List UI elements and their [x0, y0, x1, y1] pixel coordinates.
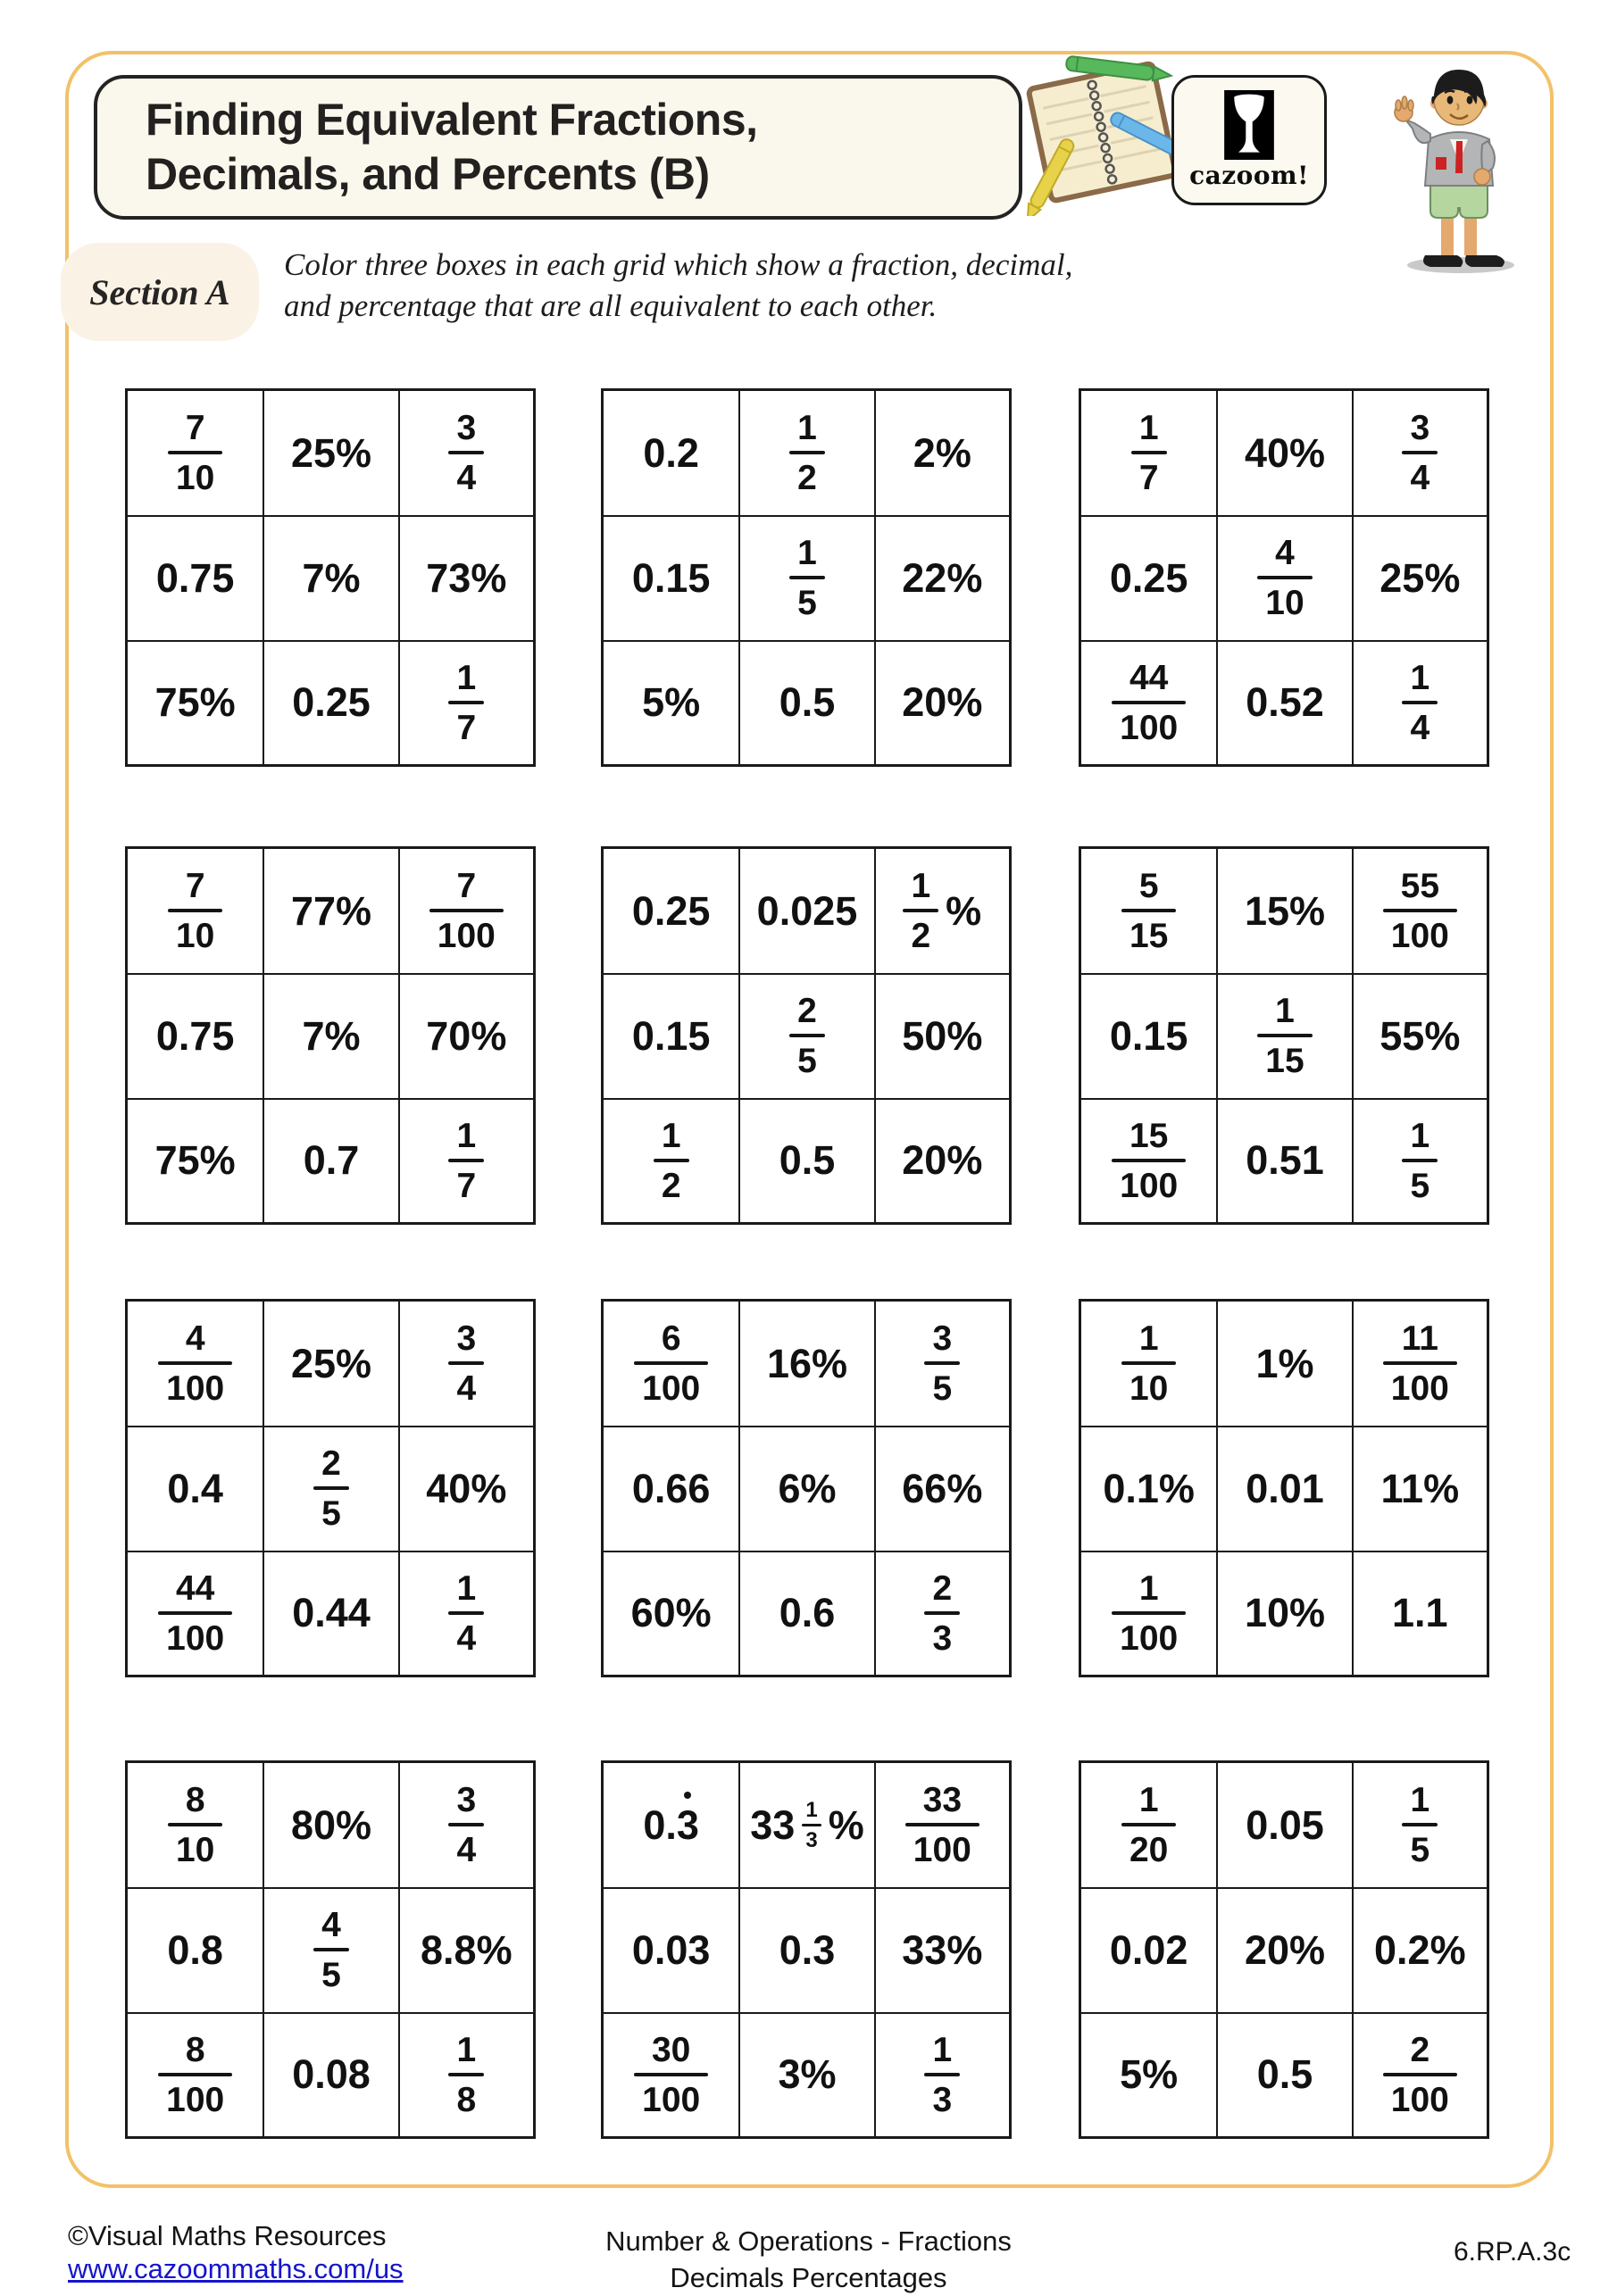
- cell-value: 40%: [1244, 429, 1326, 476]
- grid-11-cell-9[interactable]: [874, 2012, 1009, 2136]
- cell-value: 0.7: [303, 1137, 360, 1184]
- grid-12-cell-6[interactable]: [1352, 1887, 1487, 2011]
- grid-10-cell-6[interactable]: [398, 1887, 533, 2011]
- grid-10-cell-1[interactable]: [128, 1763, 263, 1887]
- grid-3-cell-8[interactable]: [1216, 640, 1351, 764]
- equivalence-grid-11: [601, 1760, 1012, 2139]
- fraction-value: 11 100: [1383, 1321, 1457, 1406]
- grid-1-cell-4[interactable]: [128, 515, 263, 639]
- grid-8-cell-4[interactable]: [604, 1426, 738, 1550]
- cell-value: 1%: [1255, 1340, 1314, 1386]
- grid-8-cell-3[interactable]: [874, 1302, 1009, 1426]
- equivalence-grid-7: [125, 1299, 536, 1677]
- grid-4-cell-9[interactable]: [398, 1098, 533, 1222]
- cell-value: 0.25: [292, 679, 371, 726]
- grid-11-cell-2[interactable]: [738, 1763, 873, 1887]
- equivalence-grid-5: [601, 846, 1012, 1225]
- grid-7-cell-8[interactable]: [263, 1551, 397, 1675]
- fraction-value: 55 100: [1383, 869, 1457, 953]
- cell-value: 7%: [302, 554, 361, 601]
- grid-12-cell-5[interactable]: [1216, 1887, 1351, 2011]
- grid-1-cell-5[interactable]: [263, 515, 397, 639]
- fraction-value: 5 15: [1121, 869, 1176, 953]
- cell-value: 0.75: [155, 554, 235, 601]
- grid-9-cell-6[interactable]: [1352, 1426, 1487, 1550]
- cell-value: 20%: [902, 679, 983, 726]
- grid-9-cell-9[interactable]: [1352, 1551, 1487, 1675]
- grid-6-cell-3[interactable]: [1352, 849, 1487, 973]
- fraction-value: 4 5: [313, 1908, 349, 1992]
- grid-10-cell-7[interactable]: [128, 2012, 263, 2136]
- grid-3-cell-7[interactable]: [1081, 640, 1216, 764]
- cell-value: 25%: [1379, 554, 1461, 601]
- recurring-decimal-value: 0.3: [643, 1801, 699, 1848]
- grid-5-cell-2[interactable]: [738, 849, 873, 973]
- cell-value: 0.5: [1256, 2051, 1313, 2098]
- grid-9-cell-4[interactable]: [1081, 1426, 1216, 1550]
- cell-value: 0.75: [155, 1012, 235, 1059]
- grid-12-cell-7[interactable]: [1081, 2012, 1216, 2136]
- cell-value: 2%: [913, 429, 971, 476]
- grid-11-cell-5[interactable]: [738, 1887, 873, 2011]
- grid-9-cell-7[interactable]: [1081, 1551, 1216, 1675]
- cell-value: 0.5: [779, 679, 836, 726]
- cell-value: 20%: [1244, 1926, 1326, 1973]
- instructions-line-2: and percentage that are all equivalent to each other.: [284, 288, 938, 323]
- section-badge: [61, 243, 259, 341]
- fraction-value: 8 10: [168, 1783, 222, 1868]
- fraction-value: 8 100: [158, 2033, 232, 2117]
- grid-10-cell-3[interactable]: [398, 1763, 533, 1887]
- footer-topic-line-1: Number & Operations - Fractions: [605, 2225, 1012, 2257]
- grid-8-cell-7[interactable]: [604, 1551, 738, 1675]
- grid-5-cell-4[interactable]: [604, 973, 738, 1097]
- grid-6-cell-6[interactable]: [1352, 973, 1487, 1097]
- cell-value: 0.02: [1109, 1926, 1188, 1973]
- grid-2-cell-9[interactable]: [874, 640, 1009, 764]
- cell-value: 3%: [778, 2051, 837, 2098]
- grid-12-cell-4[interactable]: [1081, 1887, 1216, 2011]
- page-title-line-1: Finding Equivalent Fractions,: [146, 95, 758, 145]
- grid-4-cell-3[interactable]: [398, 849, 533, 973]
- grid-2-cell-1[interactable]: [604, 391, 738, 515]
- fraction-percent-value: 1 2 %: [903, 869, 981, 953]
- cell-value: 0.15: [631, 1012, 711, 1059]
- cell-value: 0.15: [1109, 1012, 1188, 1059]
- grid-8-cell-6[interactable]: [874, 1426, 1009, 1550]
- grid-3-cell-6[interactable]: [1352, 515, 1487, 639]
- grid-6-cell-5[interactable]: [1216, 973, 1351, 1097]
- fraction-value: 3 4: [448, 411, 484, 495]
- grid-6-cell-8[interactable]: [1216, 1098, 1351, 1222]
- grid-8-cell-5[interactable]: [738, 1426, 873, 1550]
- fraction-value: 1 100: [1112, 1571, 1186, 1656]
- fraction-value: 44 100: [1112, 661, 1186, 745]
- instructions: [284, 245, 1072, 327]
- grid-7-cell-1[interactable]: [128, 1302, 263, 1426]
- fraction-value: 4 10: [1257, 536, 1312, 620]
- fraction-value: 30 100: [634, 2033, 708, 2117]
- cell-value: 16%: [766, 1340, 848, 1386]
- cell-value: 0.3: [779, 1926, 836, 1973]
- cell-value: 55%: [1379, 1012, 1461, 1059]
- grid-2-cell-3[interactable]: [874, 391, 1009, 515]
- fraction-value: 1 3: [924, 2033, 960, 2117]
- grid-9-cell-2[interactable]: [1216, 1302, 1351, 1426]
- grid-12-cell-2[interactable]: [1216, 1763, 1351, 1887]
- fraction-value: 44 100: [158, 1571, 232, 1656]
- cell-value: 0.5: [779, 1137, 836, 1184]
- grid-11-cell-6[interactable]: [874, 1887, 1009, 2011]
- grid-5-cell-5[interactable]: [738, 973, 873, 1097]
- grid-2-cell-2[interactable]: [738, 391, 873, 515]
- cell-value: 20%: [902, 1137, 983, 1184]
- fraction-value: 1 7: [1131, 411, 1167, 495]
- fraction-value: 3 4: [448, 1783, 484, 1868]
- cell-value: 5%: [642, 679, 701, 726]
- grid-7-cell-6[interactable]: [398, 1426, 533, 1550]
- cell-value: 0.51: [1246, 1137, 1324, 1184]
- grid-1-cell-6[interactable]: [398, 515, 533, 639]
- cell-value: 75%: [154, 1137, 236, 1184]
- cell-value: 60%: [630, 1590, 712, 1636]
- cell-value: 15%: [1244, 887, 1326, 934]
- equivalence-grid-6: [1079, 846, 1489, 1225]
- fraction-value: 1 20: [1121, 1783, 1176, 1868]
- grid-4-cell-4[interactable]: [128, 973, 263, 1097]
- grid-3-cell-2[interactable]: [1216, 391, 1351, 515]
- grid-10-cell-4[interactable]: [128, 1887, 263, 2011]
- fraction-value: 1 7: [448, 1119, 484, 1203]
- cell-value: 0.44: [292, 1590, 371, 1636]
- fraction-value: 1 3: [802, 1800, 821, 1851]
- cell-value: 5%: [1120, 2051, 1179, 2098]
- standard-code: 6.RP.A.3c: [1454, 2237, 1571, 2267]
- grid-3-cell-9[interactable]: [1352, 640, 1487, 764]
- copyright-text: ©Visual Maths Resources: [68, 2220, 387, 2251]
- boy-cartoon-icon: [1382, 54, 1527, 275]
- grid-3-cell-5[interactable]: [1216, 515, 1351, 639]
- cell-value: 40%: [426, 1465, 507, 1511]
- fraction-value: 3 5: [924, 1321, 960, 1406]
- cell-value: 0.03: [631, 1926, 711, 1973]
- grid-12-cell-3[interactable]: [1352, 1763, 1487, 1887]
- cell-value: 73%: [426, 554, 507, 601]
- equivalence-grid-4: [125, 846, 536, 1225]
- grid-2-cell-6[interactable]: [874, 515, 1009, 639]
- fraction-value: 3 4: [1402, 411, 1438, 495]
- grid-10-cell-2[interactable]: [263, 1763, 397, 1887]
- cell-value: 25%: [290, 429, 372, 476]
- cazoom-logo-badge: [1171, 75, 1327, 205]
- fraction-value: 1 2: [789, 411, 825, 495]
- grid-11-cell-3[interactable]: [874, 1763, 1009, 1887]
- cell-value: 0.8: [167, 1926, 223, 1973]
- cell-value: 0.2%: [1374, 1926, 1466, 1973]
- grid-4-cell-2[interactable]: [263, 849, 397, 973]
- instructions-line-1: Color three boxes in each grid which show a fraction, decimal,: [284, 247, 1073, 282]
- grid-1-cell-9[interactable]: [398, 640, 533, 764]
- grid-8-cell-9[interactable]: [874, 1551, 1009, 1675]
- grid-5-cell-7[interactable]: [604, 1098, 738, 1222]
- cell-value: 6%: [778, 1465, 837, 1511]
- mixed-number-percent-value: 33 1 3 %: [750, 1797, 864, 1852]
- page-title-line-2: Decimals, and Percents (B): [146, 149, 710, 199]
- grid-7-cell-9[interactable]: [398, 1551, 533, 1675]
- fraction-value: 1 8: [448, 2033, 484, 2117]
- grid-5-cell-3[interactable]: [874, 849, 1009, 973]
- cell-value: 70%: [426, 1012, 507, 1059]
- grid-10-cell-5[interactable]: [263, 1887, 397, 2011]
- cell-value: 0.52: [1246, 679, 1324, 726]
- grid-3-cell-3[interactable]: [1352, 391, 1487, 515]
- cell-value: 0.05: [1246, 1801, 1324, 1848]
- grid-4-cell-8[interactable]: [263, 1098, 397, 1222]
- fraction-value: 1 10: [1121, 1321, 1176, 1406]
- cell-value: 0.66: [631, 1465, 711, 1511]
- grid-4-cell-6[interactable]: [398, 973, 533, 1097]
- grid-1-cell-8[interactable]: [263, 640, 397, 764]
- cell-value: 8.8%: [421, 1926, 513, 1973]
- fraction-value: 1 5: [1402, 1119, 1438, 1203]
- fraction-value: 1 7: [448, 661, 484, 745]
- fraction-value: 7 100: [429, 869, 504, 953]
- grid-8-cell-2[interactable]: [738, 1302, 873, 1426]
- fraction-value: 1 2: [903, 869, 938, 953]
- grid-6-cell-7[interactable]: [1081, 1098, 1216, 1222]
- fraction-value: 4 100: [158, 1321, 232, 1406]
- grid-11-cell-1[interactable]: [604, 1763, 738, 1887]
- cell-value: 33%: [902, 1926, 983, 1973]
- grid-5-cell-9[interactable]: [874, 1098, 1009, 1222]
- fraction-value: 2 5: [789, 994, 825, 1078]
- equivalence-grid-2: [601, 388, 1012, 767]
- grid-9-cell-3[interactable]: [1352, 1302, 1487, 1426]
- grid-3-cell-4[interactable]: [1081, 515, 1216, 639]
- cell-value: 0.15: [631, 554, 711, 601]
- grid-2-cell-8[interactable]: [738, 640, 873, 764]
- grid-5-cell-6[interactable]: [874, 973, 1009, 1097]
- grid-11-cell-7[interactable]: [604, 2012, 738, 2136]
- cell-value: 0.08: [292, 2051, 371, 2098]
- fraction-value: 33 100: [905, 1783, 979, 1868]
- cell-value: 10%: [1244, 1590, 1326, 1636]
- cell-value: 0.25: [1109, 554, 1188, 601]
- cell-value: 77%: [290, 887, 372, 934]
- grid-7-cell-4[interactable]: [128, 1426, 263, 1550]
- grid-9-cell-5[interactable]: [1216, 1426, 1351, 1550]
- website-link[interactable]: www.cazoommaths.com/us: [68, 2253, 404, 2284]
- fraction-value: 7 10: [168, 869, 222, 953]
- cell-value: 66%: [902, 1465, 983, 1511]
- grid-5-cell-1[interactable]: [604, 849, 738, 973]
- grid-7-cell-5[interactable]: [263, 1426, 397, 1550]
- grid-4-cell-5[interactable]: [263, 973, 397, 1097]
- equivalence-grid-3: [1079, 388, 1489, 767]
- grid-8-cell-1[interactable]: [604, 1302, 738, 1426]
- grid-10-cell-8[interactable]: [263, 2012, 397, 2136]
- grid-5-cell-8[interactable]: [738, 1098, 873, 1222]
- grid-1-cell-7[interactable]: [128, 640, 263, 764]
- cell-value: 75%: [154, 679, 236, 726]
- footer-topic-line-2: Decimals Percentages: [670, 2262, 947, 2293]
- cell-value: 0.01: [1246, 1465, 1324, 1511]
- equivalence-grid-9: [1079, 1299, 1489, 1677]
- fraction-value: 1 15: [1257, 994, 1312, 1078]
- fraction-value: 6 100: [634, 1321, 708, 1406]
- grid-9-cell-1[interactable]: [1081, 1302, 1216, 1426]
- cell-value: 0.025: [756, 887, 858, 934]
- cell-value: 1.1: [1392, 1590, 1448, 1636]
- grid-6-cell-9[interactable]: [1352, 1098, 1487, 1222]
- grid-2-cell-4[interactable]: [604, 515, 738, 639]
- fraction-value: 2 5: [313, 1446, 349, 1531]
- grid-1-cell-3[interactable]: [398, 391, 533, 515]
- equivalence-grid-12: [1079, 1760, 1489, 2139]
- title-box: [94, 75, 1022, 220]
- grid-9-cell-8[interactable]: [1216, 1551, 1351, 1675]
- grid-6-cell-1[interactable]: [1081, 849, 1216, 973]
- cell-value: 25%: [290, 1340, 372, 1386]
- equivalence-grid-10: [125, 1760, 536, 2139]
- grid-3-cell-1[interactable]: [1081, 391, 1216, 515]
- grid-1-cell-2[interactable]: [263, 391, 397, 515]
- cell-value: 0.6: [779, 1590, 836, 1636]
- notebook-crayons-icon: [1014, 50, 1191, 216]
- grid-2-cell-7[interactable]: [604, 640, 738, 764]
- fraction-value: 1 4: [1402, 661, 1438, 745]
- fraction-value: 1 5: [789, 536, 825, 620]
- cell-value: 0.2: [643, 429, 699, 476]
- grid-7-cell-3[interactable]: [398, 1302, 533, 1426]
- equivalence-grid-8: [601, 1299, 1012, 1677]
- cell-value: 0.25: [631, 887, 711, 934]
- section-label: Section A: [89, 271, 230, 312]
- cell-value: 22%: [902, 554, 983, 601]
- grid-12-cell-8[interactable]: [1216, 2012, 1351, 2136]
- grid-11-cell-4[interactable]: [604, 1887, 738, 2011]
- equivalence-grid-1: [125, 388, 536, 767]
- cell-value: 0.4: [167, 1465, 223, 1511]
- grid-4-cell-7[interactable]: [128, 1098, 263, 1222]
- grid-11-cell-8[interactable]: [738, 2012, 873, 2136]
- grid-6-cell-2[interactable]: [1216, 849, 1351, 973]
- fraction-value: 2 100: [1383, 2033, 1457, 2117]
- grid-8-cell-8[interactable]: [738, 1551, 873, 1675]
- fraction-value: 3 4: [448, 1321, 484, 1406]
- cell-value: 0.1%: [1103, 1465, 1195, 1511]
- cell-value: 11%: [1380, 1465, 1460, 1511]
- grid-10-cell-9[interactable]: [398, 2012, 533, 2136]
- cell-value: 50%: [902, 1012, 983, 1059]
- grid-4-cell-1[interactable]: [128, 849, 263, 973]
- fraction-value: 15 100: [1112, 1119, 1186, 1203]
- grid-12-cell-1[interactable]: [1081, 1763, 1216, 1887]
- cell-value: 80%: [290, 1801, 372, 1848]
- cazoom-goblet-icon: [1224, 90, 1274, 160]
- fraction-value: 2 3: [924, 1571, 960, 1656]
- fraction-value: 7 10: [168, 411, 222, 495]
- grid-7-cell-2[interactable]: [263, 1302, 397, 1426]
- grid-12-cell-9[interactable]: [1352, 2012, 1487, 2136]
- fraction-value: 1 2: [654, 1119, 689, 1203]
- fraction-value: 1 5: [1402, 1783, 1438, 1868]
- grid-7-cell-7[interactable]: [128, 1551, 263, 1675]
- grid-6-cell-4[interactable]: [1081, 973, 1216, 1097]
- cazoom-logo-text: cazoom!: [1189, 161, 1309, 190]
- fraction-value: 1 4: [448, 1571, 484, 1656]
- grid-2-cell-5[interactable]: [738, 515, 873, 639]
- cell-value: 7%: [302, 1012, 361, 1059]
- grid-1-cell-1[interactable]: [128, 391, 263, 515]
